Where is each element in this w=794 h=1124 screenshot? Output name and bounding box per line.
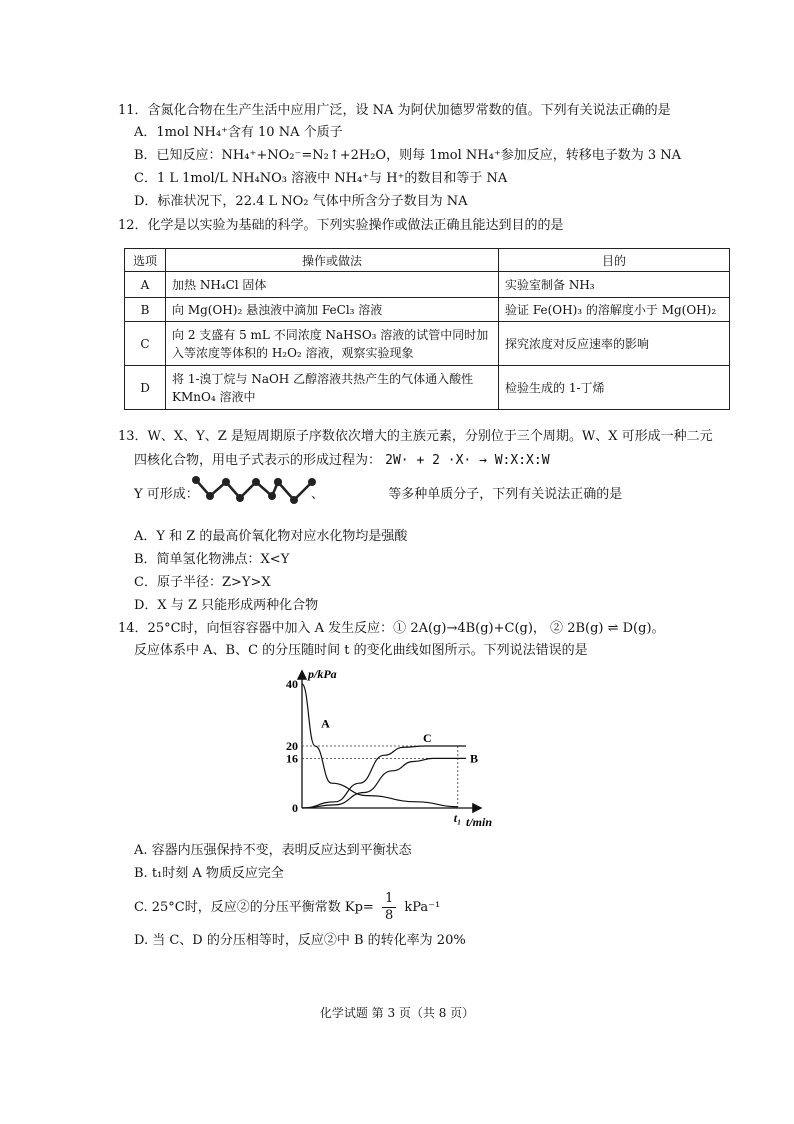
- kp-numerator: 1: [382, 891, 396, 908]
- table-cell-option: D: [125, 366, 166, 410]
- table-cell-operation: 加热 NH₄Cl 固体: [166, 272, 499, 298]
- q14-stem-line2: 反应体系中 A、B、C 的分压随时间 t 的变化曲线如图所示。下列说法错误的是: [134, 643, 588, 658]
- y-tick-label: 40: [286, 677, 298, 691]
- q13-stem-text: 四核化合物，用电子式表示的形成过程为：: [134, 453, 382, 468]
- table-row: [125, 298, 730, 322]
- s4-molecule-figure: [272, 476, 325, 506]
- x-axis-label: t/min: [466, 815, 493, 829]
- q14-option-b: B. t₁时刻 A 物质反应完全: [134, 866, 284, 881]
- q13-stem-line1: 13．W、X、Y、Z 是短周期原子序数依次增大的主族元素，分别位于三个周期。W、X 可形成一种二元: [118, 429, 713, 444]
- q11-option-c: C．1 L 1mol/L NH₄NO₃ 溶液中 NH₄⁺与 H⁺的数目和等于 NA: [134, 171, 508, 186]
- q14-option-c: [134, 888, 440, 928]
- table-row: [125, 272, 730, 298]
- y-axis-label: p/kPa: [308, 667, 337, 681]
- table-header: 操作或做法: [166, 249, 499, 272]
- q13-stem-line2: [134, 452, 550, 470]
- table-cell-operation: 将 1-溴丁烷与 NaOH 乙醇溶液共热产生的气体通入酸性 KMnO₄ 溶液中: [166, 366, 499, 410]
- table-cell-option: A: [125, 272, 166, 298]
- partial-pressure-chart: [270, 664, 510, 834]
- table-row: [125, 322, 730, 366]
- curve-B: [302, 758, 466, 808]
- q11-option-b: B．已知反应：NH₄⁺+NO₂⁻=N₂↑+2H₂O，则每 1mol NH₄⁺参加反应，转移电子数为 3 NA: [134, 148, 682, 163]
- q11-stem: 11．含氮化合物在生产生活中应用广泛，设 NA 为阿伏加德罗常数的值。下列有关说法正确的是: [118, 103, 671, 118]
- y-tick-label: 16: [286, 751, 298, 766]
- kp-fraction: [382, 891, 396, 924]
- q13-y-separator: 、: [311, 487, 325, 502]
- q12-table: [124, 248, 730, 410]
- kp-unit: kPa⁻¹: [404, 900, 441, 915]
- table-cell-option: C: [125, 322, 166, 366]
- q13-option-d: D．X 与 Z 只能形成两种化合物: [134, 598, 319, 613]
- q13-option-a: A．Y 和 Z 的最高价氧化物对应水化物均是强酸: [134, 529, 408, 544]
- s8-crown-molecule-figure: [186, 472, 286, 506]
- series-label-B: B: [470, 751, 479, 766]
- q14-option-c-text: C. 25°C时，反应②的分压平衡常数 Kp=: [134, 900, 374, 915]
- table-header: 选项: [125, 249, 166, 272]
- q13-formation-formula: 2W· + 2 ·X· → W:X:X:W: [385, 453, 550, 468]
- q14-stem-line1: 14．25°C时，向恒容容器中加入 A 发生反应：① 2A(g)→4B(g)+C(g)， ② 2B(g) ⇌ D(g)。: [118, 621, 665, 636]
- table-cell-option: B: [125, 298, 166, 322]
- curve-A: [302, 684, 458, 807]
- page-footer: 化学试题 第 3 页（共 8 页）: [319, 1006, 475, 1020]
- table-cell-goal: 检验生成的 1-丁烯: [499, 366, 730, 410]
- q12-stem: 12．化学是以实验为基础的科学。下列实验操作或做法正确且能达到目的的是: [118, 218, 564, 233]
- table-cell-goal: 实验室制备 NH₃: [499, 272, 730, 298]
- table-cell-operation: 向 Mg(OH)₂ 悬浊液中滴加 FeCl₃ 溶液: [166, 298, 499, 322]
- table-row: [125, 366, 730, 410]
- table-header: 目的: [499, 249, 730, 272]
- q14-option-d: D. 当 C、D 的分压相等时，反应②中 B 的转化率为 20%: [134, 933, 466, 948]
- table-cell-operation: 向 2 支盛有 5 mL 不同浓度 NaHSO₃ 溶液的试管中同时加入等浓度等体积的 H₂O₂ 溶液，观察实验现象: [166, 322, 499, 366]
- q11-option-a: A．1mol NH₄⁺含有 10 NA 个质子: [134, 125, 343, 140]
- q14-option-a: A. 容器内压强保持不变，表明反应达到平衡状态: [134, 843, 412, 858]
- kp-denominator: 8: [384, 908, 394, 923]
- q13-y-prefix: Y 可形成：: [134, 487, 199, 502]
- series-label-A: A: [321, 716, 330, 731]
- table-cell-goal: 验证 Fe(OH)₃ 的溶解度小于 Mg(OH)₂: [499, 298, 730, 322]
- y-tick-label: 20: [286, 739, 298, 753]
- q13-option-b: B．简单氢化物沸点：X<Y: [134, 552, 290, 567]
- q13-option-c: C．原子半径：Z>Y>X: [134, 575, 271, 590]
- q11-option-d: D．标准状况下，22.4 L NO₂ 气体中所含分子数目为 NA: [134, 194, 468, 209]
- y-tick-label: 0: [292, 801, 298, 815]
- table-cell-goal: 探究浓度对反应速率的影响: [499, 322, 730, 366]
- series-label-C: C: [423, 731, 432, 745]
- table-header-row: [125, 249, 730, 272]
- q13-y-suffix: 等多种单质分子，下列有关说法正确的是: [388, 487, 623, 502]
- x-tick-label: t₁: [453, 811, 462, 825]
